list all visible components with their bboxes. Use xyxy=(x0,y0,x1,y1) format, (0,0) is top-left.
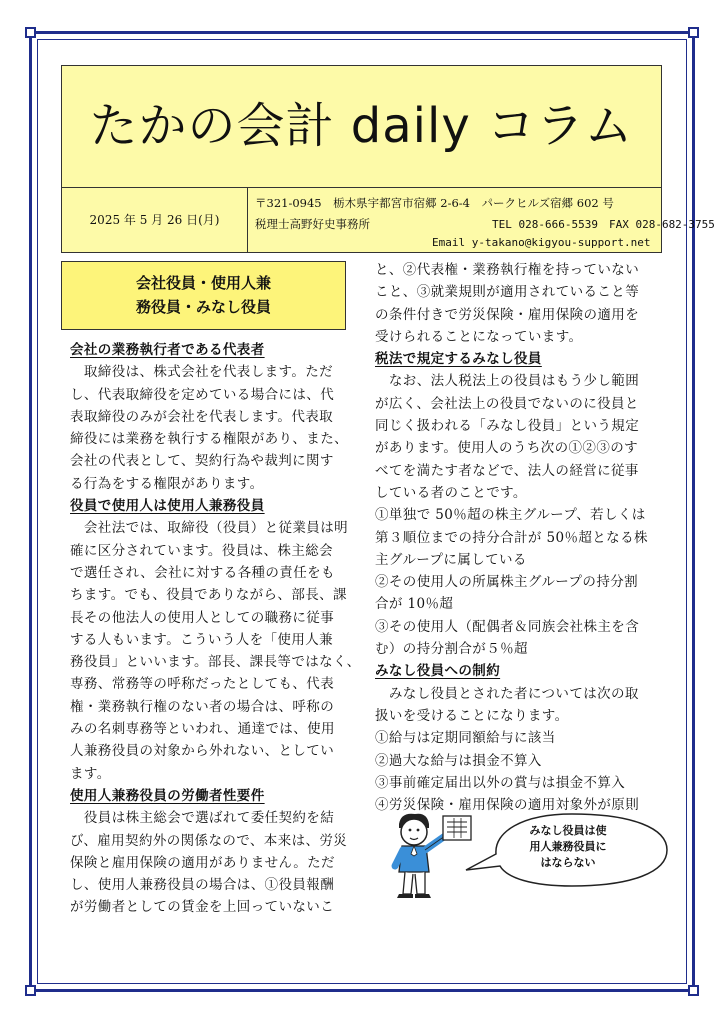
paragraph-line: が労働者としての賃金を上回っていないこ xyxy=(70,899,335,916)
paragraph-line: ②過大な給与は損金不算入 xyxy=(375,752,542,769)
paragraph-line: ②その使用人の所属株主グループの持分割 xyxy=(375,574,639,591)
paragraph-line: 合が 10％超 xyxy=(375,596,454,613)
topic-line: 会社役員・使用人兼 xyxy=(135,274,271,292)
paragraph-line: の条件付きで労災保険・雇用保険の適用を xyxy=(375,306,640,323)
paragraph-line: 締役には業務を執行する権限があり、また、 xyxy=(70,431,348,448)
section-heading: 使用人兼務役員の労働者性要件 xyxy=(70,787,265,804)
paragraph-line: 務役員」といいます。部長、課長等ではなく、 xyxy=(70,654,361,671)
article-left-column xyxy=(70,339,361,919)
frame-corner-icon xyxy=(25,27,36,38)
paragraph-line: 保険と雇用保険の適用がありません。ただ xyxy=(70,854,335,871)
paragraph-line: 扱いを受けることになります。 xyxy=(375,707,569,724)
speech-bubble-line: はならない xyxy=(540,856,596,869)
paragraph-line: 会社の代表として、契約行為や裁判に関す xyxy=(70,453,334,470)
paragraph-line: なお、法人税法上の役員はもう少し範囲 xyxy=(375,373,640,390)
article-right-column xyxy=(375,259,658,816)
paragraph-line: 表取締役のみが会社を代表します。代表取 xyxy=(70,408,334,425)
issue-date: 2025 年 5 月 26 日(月) xyxy=(89,213,220,227)
paragraph-line: ①単独で 50％超の株主グループ、若しくは xyxy=(375,507,646,524)
speech-bubble-line: みなし役員は使 xyxy=(529,824,607,837)
paragraph-line: する人もいます。こういう人を「使用人兼 xyxy=(70,631,334,648)
section-heading: みなし役員への制約 xyxy=(375,663,501,680)
paragraph-line: し、代表取締役を定めている場合には、代 xyxy=(70,386,335,403)
paragraph-line: 第３順位までの持分合計が 50％超となる株 xyxy=(375,529,648,546)
frame-corner-icon xyxy=(688,27,699,38)
paragraph-line: が広く、会社法上の役員でないのに役員と xyxy=(375,395,639,412)
frame-corner-icon xyxy=(25,985,36,996)
paragraph-line: こと、③就業規則が適用されていること等 xyxy=(375,284,640,301)
section-heading: 会社の業務執行者である代表者 xyxy=(70,342,265,358)
paragraph-line: む）の持分割合が５％超 xyxy=(375,641,528,658)
paragraph-line: る行為をする権限があります。 xyxy=(70,475,264,492)
paragraph-line: 会社法では、取締役（役員）と従業員は明 xyxy=(70,520,348,537)
paragraph-line: と、②代表権・業務執行権を持っていない xyxy=(375,262,640,278)
paragraph-line: 長その他法人の使用人としての職務に従事 xyxy=(70,609,335,626)
paragraph-line: ④労災保険・雇用保険の適用対象外が原則 xyxy=(375,797,640,814)
newsletter-title: たかの会計 daily コラム xyxy=(89,98,634,154)
paragraph-line: ③その使用人（配偶者＆同族会社株主を含 xyxy=(375,618,640,635)
topic-box xyxy=(61,261,346,330)
paragraph-line: 取締役は、株式会社を代表します。ただ xyxy=(70,364,334,381)
topic-line: 務役員・みなし役員 xyxy=(135,298,271,316)
paragraph-line: 主グループに属している xyxy=(375,551,527,568)
section-heading: 役員で使用人は使用人兼務役員 xyxy=(70,498,265,515)
paragraph-line: があります。使用人のうち次の①②③のす xyxy=(375,440,639,457)
paragraph-line: 同じく扱われる「みなし役員」という規定 xyxy=(375,418,640,435)
paragraph-line: 受けられることになっています。 xyxy=(375,328,583,345)
frame-corner-icon xyxy=(688,985,699,996)
section-heading: 税法で規定するみなし役員 xyxy=(375,351,542,368)
paragraph-line: ①給与は定期同額給与に該当 xyxy=(375,730,556,747)
office-name: 税理士高野好史事務所 xyxy=(255,217,370,231)
paragraph-line: び、雇用契約外の関係なので、本来は、労災 xyxy=(70,832,348,849)
paragraph-line: みの名刺専務等といわれ、通達では、使用 xyxy=(70,721,335,738)
paragraph-line: 役員は株主総会で選ばれて委任契約を結 xyxy=(70,810,335,827)
paragraph-line: みなし役員とされた者については次の取 xyxy=(375,685,639,702)
paragraph-line: 専務、常務等の呼称だったとしても、代表 xyxy=(70,676,335,693)
paragraph-line: べてを満たす者などで、法人の経営に従事 xyxy=(375,462,639,479)
paragraph-line: ます。 xyxy=(70,765,111,782)
paragraph-line: し、使用人兼務役員の場合は、①役員報酬 xyxy=(70,877,335,894)
paragraph-line: ③事前確定届出以外の賞与は損金不算入 xyxy=(375,774,626,791)
paragraph-line: している者のことです。 xyxy=(375,484,527,501)
masthead-divider xyxy=(247,187,248,253)
office-address: 〒321-0945 栃木県宇都宮市宿郷 2-6-4 パークヒルズ宿郷 602 号 xyxy=(255,196,614,210)
paragraph-line: 人兼務役員の対象から外れない、としてい xyxy=(70,743,335,760)
office-email: Email y-takano@kigyou-support.net xyxy=(432,236,651,249)
speech-bubble-line: 用人兼務役員に xyxy=(529,840,607,853)
office-phone-fax: TEL 028-666-5539 FAX 028-682-3755 xyxy=(492,218,715,231)
paragraph-line: で選任され、会社に対する各種の責任をも xyxy=(70,564,335,581)
speech-bubble-text xyxy=(505,823,631,871)
paragraph-line: ちます。でも、役員でありながら、部長、課 xyxy=(70,587,347,604)
masthead xyxy=(61,65,715,253)
paragraph-line: 権・業務執行権のない者の場合は、呼称の xyxy=(70,698,335,715)
paragraph-line: 確に区分されています。役員は、株主総会 xyxy=(70,542,334,559)
